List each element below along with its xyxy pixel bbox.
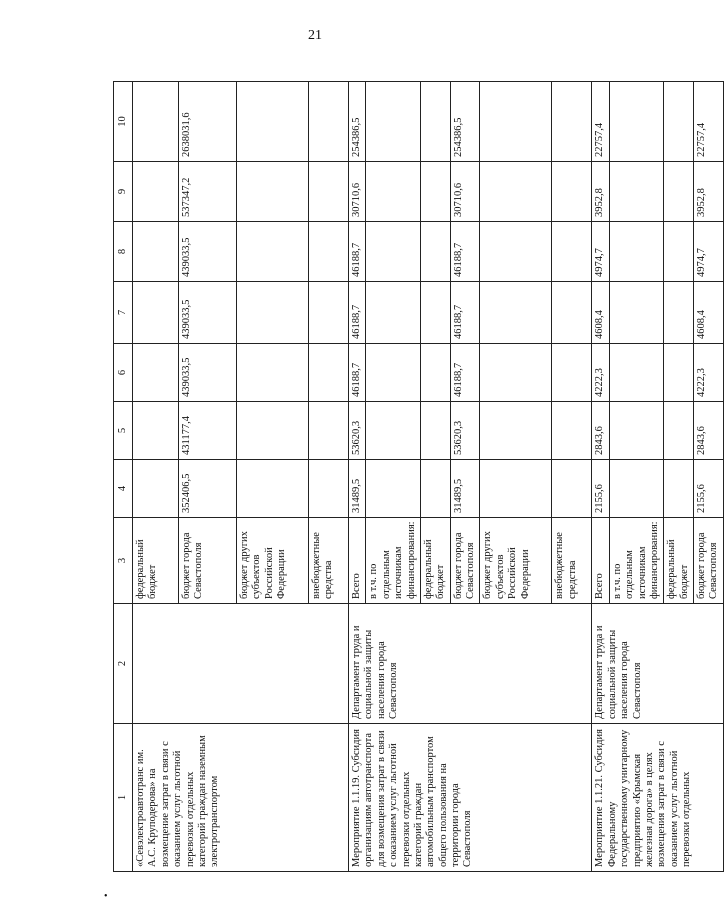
funding-source-cell: в т.ч. по отдельным источникам финансирования: <box>609 518 664 604</box>
value-cell: 2843,6 <box>694 402 724 460</box>
funding-source-cell: бюджет других субъектов Российской Федерации <box>237 518 309 604</box>
value-cell <box>133 402 179 460</box>
value-cell <box>237 162 309 222</box>
measure-name-cell: «Севэлектроавтотранс им. А.С. Круподерова» на возмещение затрат в связи с оказанием услуг льготной перевозки отдельных категорий граждан наземным электротранспортом <box>133 724 349 872</box>
value-cell: 2638031,6 <box>179 82 237 162</box>
column-header: 7 <box>114 282 133 344</box>
value-cell <box>133 282 179 344</box>
value-cell: 4222,3 <box>592 344 609 402</box>
value-cell: 4974,7 <box>694 222 724 282</box>
funding-source-cell: внебюджетные средства <box>309 518 349 604</box>
value-cell <box>366 460 421 518</box>
value-cell: 46188,7 <box>349 344 366 402</box>
value-cell <box>552 282 592 344</box>
value-cell <box>664 460 694 518</box>
value-cell: 2155,6 <box>694 460 724 518</box>
funding-source-cell: бюджет города Севастополя <box>694 518 724 604</box>
measure-name-cell: Мероприятие 1.1.21. Субсидия Федеральному государственному унитарному предприятию «Крымская железная дорога» в целях возмещения затрат в связи с оказанием услуг льготной перевозки отдельных <box>592 724 723 872</box>
value-cell <box>309 282 349 344</box>
value-cell <box>309 402 349 460</box>
value-cell <box>480 344 552 402</box>
value-cell <box>237 344 309 402</box>
page-number: 21 <box>308 28 322 43</box>
value-cell <box>664 282 694 344</box>
value-cell <box>480 222 552 282</box>
value-cell <box>237 460 309 518</box>
value-cell <box>480 82 552 162</box>
funding-source-cell: Всего <box>349 518 366 604</box>
value-cell <box>664 222 694 282</box>
value-cell <box>552 402 592 460</box>
value-cell <box>552 82 592 162</box>
value-cell <box>609 282 664 344</box>
value-cell <box>237 402 309 460</box>
value-cell: 4974,7 <box>592 222 609 282</box>
value-cell <box>609 222 664 282</box>
column-header: 8 <box>114 222 133 282</box>
funding-source-cell: Всего <box>592 518 609 604</box>
value-cell <box>309 344 349 402</box>
value-cell <box>552 460 592 518</box>
value-cell: 30710,6 <box>450 162 480 222</box>
value-cell: 2155,6 <box>592 460 609 518</box>
budget-table-rotated <box>113 82 720 872</box>
value-cell <box>309 162 349 222</box>
budget-table <box>113 81 724 872</box>
column-header: 4 <box>114 460 133 518</box>
column-header: 3 <box>114 518 133 604</box>
value-cell: 4608,4 <box>694 282 724 344</box>
value-cell <box>480 460 552 518</box>
value-cell: 4608,4 <box>592 282 609 344</box>
value-cell: 22757,4 <box>592 82 609 162</box>
value-cell: 254386,5 <box>349 82 366 162</box>
value-cell <box>552 344 592 402</box>
value-cell <box>480 282 552 344</box>
value-cell <box>366 282 421 344</box>
value-cell <box>552 162 592 222</box>
funding-source-cell: федеральный бюджет <box>420 518 450 604</box>
value-cell <box>420 162 450 222</box>
value-cell: 46188,7 <box>349 222 366 282</box>
value-cell <box>133 222 179 282</box>
value-cell <box>609 460 664 518</box>
value-cell: 3952,8 <box>592 162 609 222</box>
value-cell <box>366 222 421 282</box>
funding-source-cell: бюджет города Севастополя <box>450 518 480 604</box>
value-cell <box>237 82 309 162</box>
value-cell <box>552 222 592 282</box>
value-cell: 53620,3 <box>349 402 366 460</box>
footnote-mark: • <box>104 891 108 902</box>
value-cell <box>133 344 179 402</box>
value-cell <box>309 222 349 282</box>
value-cell <box>366 82 421 162</box>
value-cell: 46188,7 <box>349 282 366 344</box>
executor-cell: Департамент труда и социальной защиты населения города Севастополя <box>349 604 592 724</box>
value-cell <box>420 282 450 344</box>
value-cell <box>133 82 179 162</box>
executor-cell: Департамент труда и социальной защиты населения города Севастополя <box>592 604 723 724</box>
value-cell <box>609 82 664 162</box>
value-cell <box>133 460 179 518</box>
funding-source-cell: бюджет города Севастополя <box>179 518 237 604</box>
column-header: 6 <box>114 344 133 402</box>
table-row <box>133 82 179 872</box>
value-cell: 53620,3 <box>450 402 480 460</box>
value-cell <box>664 344 694 402</box>
table-row <box>592 82 609 872</box>
value-cell <box>420 222 450 282</box>
funding-source-cell: федеральный бюджет <box>133 518 179 604</box>
value-cell: 254386,5 <box>450 82 480 162</box>
value-cell <box>664 402 694 460</box>
value-cell: 439033,5 <box>179 222 237 282</box>
table-body <box>114 82 724 872</box>
value-cell <box>420 402 450 460</box>
column-header: 10 <box>114 82 133 162</box>
column-header: 1 <box>114 724 133 872</box>
value-cell <box>366 162 421 222</box>
value-cell: 31489,5 <box>450 460 480 518</box>
value-cell: 4222,3 <box>694 344 724 402</box>
value-cell: 352406,5 <box>179 460 237 518</box>
value-cell: 30710,6 <box>349 162 366 222</box>
value-cell: 2843,6 <box>592 402 609 460</box>
value-cell: 22757,4 <box>694 82 724 162</box>
value-cell <box>420 82 450 162</box>
funding-source-cell: внебюджетные средства <box>552 518 592 604</box>
value-cell <box>420 344 450 402</box>
value-cell: 439033,5 <box>179 344 237 402</box>
value-cell <box>237 222 309 282</box>
value-cell <box>420 460 450 518</box>
value-cell <box>609 344 664 402</box>
value-cell <box>664 82 694 162</box>
value-cell: 31489,5 <box>349 460 366 518</box>
value-cell <box>133 162 179 222</box>
executor-cell <box>133 604 349 724</box>
value-cell <box>609 402 664 460</box>
measure-name-cell: Мероприятие 1.1.19. Субсидия организациям автотранспорта для возмещения затрат в связи с оказанием услуг льготной перевозки отдельных категорий граждан автомобильным транспортом общего пользования на территории города Севастополя <box>349 724 592 872</box>
value-cell: 537347,2 <box>179 162 237 222</box>
value-cell <box>366 344 421 402</box>
value-cell: 3952,8 <box>694 162 724 222</box>
funding-source-cell: федеральный бюджет <box>664 518 694 604</box>
value-cell <box>664 162 694 222</box>
header-row <box>114 82 133 872</box>
value-cell: 46188,7 <box>450 222 480 282</box>
column-header: 2 <box>114 604 133 724</box>
value-cell: 439033,5 <box>179 282 237 344</box>
column-header: 5 <box>114 402 133 460</box>
value-cell: 431177,4 <box>179 402 237 460</box>
value-cell <box>309 460 349 518</box>
funding-source-cell: в т.ч. по отдельным источникам финансирования: <box>366 518 421 604</box>
value-cell <box>609 162 664 222</box>
value-cell: 46188,7 <box>450 282 480 344</box>
value-cell <box>237 282 309 344</box>
value-cell <box>366 402 421 460</box>
funding-source-cell: бюджет других субъектов Российской Федерации <box>480 518 552 604</box>
table-row <box>349 82 366 872</box>
value-cell: 46188,7 <box>450 344 480 402</box>
value-cell <box>480 402 552 460</box>
value-cell <box>309 82 349 162</box>
value-cell <box>480 162 552 222</box>
column-header: 9 <box>114 162 133 222</box>
